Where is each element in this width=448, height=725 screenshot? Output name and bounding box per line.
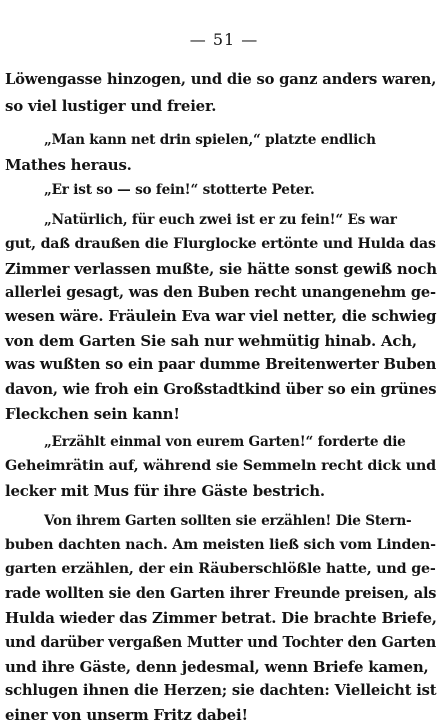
text-line: einer von unserm Fritz dabei! bbox=[5, 706, 248, 724]
text-line: gut, daß draußen die Flurglocke ertönte und Hulda das bbox=[5, 236, 436, 252]
text-line: Von ihrem Garten sollten sie erzählen! Die Stern- bbox=[44, 513, 412, 529]
text-line: „Erzählt einmal von eurem Garten!“ forderte die bbox=[44, 434, 406, 450]
text-line: allerlei gesagt, was den Buben recht unangenehm ge- bbox=[5, 284, 436, 301]
text-line: „Er ist so — so fein!“ stotterte Peter. bbox=[44, 182, 315, 198]
text-line: von dem Garten Sie sah nur wehmütig hinab. Ach, bbox=[5, 332, 417, 350]
text-line: und darüber vergaßen Mutter und Tochter den Garten bbox=[5, 634, 437, 651]
text-line: davon, wie froh ein Großstadtkind über so ein grünes bbox=[5, 381, 437, 398]
text-line: wesen wäre. Fräulein Eva war viel netter, die schwieg bbox=[5, 308, 437, 325]
text-line: und ihre Gäste, denn jedesmal, wenn Briefe kamen, bbox=[5, 658, 429, 676]
text-line: buben dachten nach. Am meisten ließ sich vom Linden- bbox=[5, 537, 436, 553]
text-line: garten erzählen, der ein Räuberschlößle hatte, und ge- bbox=[5, 561, 436, 577]
text-line: rade wollten sie den Garten ihrer Freunde preisen, als bbox=[5, 585, 437, 602]
text-line: Geheimrätin auf, während sie Semmeln recht dick und bbox=[5, 458, 436, 474]
text-line: „Natürlich, für euch zwei ist er zu fein!“ Es war bbox=[44, 212, 397, 228]
text-line: Zimmer verlassen mußte, sie hätte sonst gewiß noch bbox=[5, 260, 437, 278]
text-line: so viel lustiger und freier. bbox=[5, 97, 217, 115]
text-line: Löwengasse hinzogen, und die so ganz anders waren, bbox=[5, 71, 437, 88]
page-number: — 51 — bbox=[189, 30, 259, 49]
text-line: Hulda wieder das Zimmer betrat. Die brachte Briefe, bbox=[5, 609, 437, 627]
text-line: schlugen ihnen die Herzen; sie dachten: Vielleicht ist bbox=[5, 682, 437, 699]
text-line: lecker mit Mus für ihre Gäste bestrich. bbox=[5, 482, 325, 500]
text-line: was wußten so ein paar dumme Breitenwerter Buben bbox=[5, 356, 437, 373]
text-line: Mathes heraus. bbox=[5, 156, 132, 174]
text-line: Fleckchen sein kann! bbox=[5, 405, 180, 423]
text-line: „Man kann net drin spielen,“ platzte endlich bbox=[44, 132, 376, 148]
